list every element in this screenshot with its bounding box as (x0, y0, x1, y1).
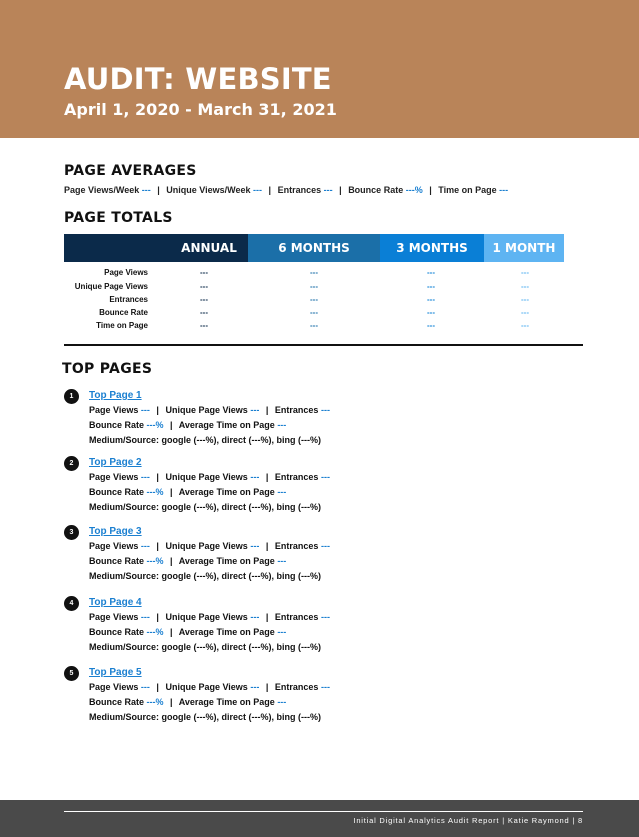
medium-source-value: google (---%), direct (---%), bing (---%) (161, 502, 321, 512)
separator: | (156, 541, 159, 551)
table-cell: --- (427, 308, 435, 317)
column-header-3-months: 3 MONTHS (380, 234, 484, 262)
table-cell: --- (521, 295, 529, 304)
page-bounce-line (89, 487, 286, 497)
avg-time-value: --- (277, 556, 287, 566)
medium-source-label: Medium/Source: (89, 571, 160, 581)
bounce-rate-label: Bounce Rate (89, 487, 145, 497)
avg-label-time-on-page: Time on Page (438, 185, 497, 195)
page-bounce-line (89, 697, 286, 707)
page-number-badge: 3 (64, 525, 79, 540)
entrances-value: --- (320, 682, 330, 692)
page-averages-title: PAGE AVERAGES (64, 163, 197, 179)
table-cell: --- (521, 321, 529, 330)
table-cell: --- (310, 268, 318, 277)
entrances-label: Entrances (274, 541, 319, 551)
separator: | (156, 405, 159, 415)
unique-page-views-value: --- (250, 682, 260, 692)
page-bounce-line (89, 420, 286, 430)
bounce-rate-label: Bounce Rate (89, 627, 145, 637)
top-page-link[interactable]: Top Page 3 (89, 526, 142, 537)
avg-label-page-views: Page Views/Week (64, 185, 140, 195)
table-cell: --- (427, 268, 435, 277)
table-cell: --- (200, 295, 208, 304)
page-source-line (89, 435, 321, 445)
table-cell: --- (200, 282, 208, 291)
table-cell: --- (427, 321, 435, 330)
page-source-line (89, 502, 321, 512)
table-cell: --- (310, 308, 318, 317)
top-page-item (64, 595, 484, 655)
top-page-link[interactable]: Top Page 2 (89, 457, 142, 468)
table-cell: --- (200, 268, 208, 277)
avg-value-time-on-page: --- (499, 185, 509, 195)
medium-source-label: Medium/Source: (89, 712, 160, 722)
row-label: Unique Page Views (74, 282, 148, 291)
separator: | (268, 185, 272, 195)
unique-page-views-value: --- (250, 472, 260, 482)
separator: | (156, 612, 159, 622)
avg-value-unique-views: --- (253, 185, 263, 195)
page-bounce-line (89, 556, 286, 566)
separator: | (265, 612, 269, 622)
unique-page-views-label: Unique Page Views (165, 612, 248, 622)
unique-page-views-value: --- (250, 405, 260, 415)
avg-time-label: Average Time on Page (178, 420, 275, 430)
separator: | (170, 697, 173, 707)
table-cell: --- (427, 282, 435, 291)
page-views-value: --- (140, 541, 150, 551)
medium-source-value: google (---%), direct (---%), bing (---%) (161, 712, 321, 722)
footer-divider (64, 811, 583, 812)
entrances-value: --- (320, 612, 330, 622)
entrances-label: Entrances (274, 682, 319, 692)
bounce-rate-value: ---% (146, 487, 164, 497)
page-totals-title: PAGE TOTALS (64, 210, 173, 226)
page-stats-line (89, 541, 330, 551)
table-cell: --- (310, 321, 318, 330)
avg-value-page-views: --- (141, 185, 151, 195)
column-header-annual: ANNUAL (170, 234, 248, 262)
entrances-label: Entrances (274, 405, 319, 415)
page-views-value: --- (140, 472, 150, 482)
row-label: Entrances (109, 295, 148, 304)
entrances-value: --- (320, 472, 330, 482)
table-cell: --- (200, 308, 208, 317)
separator: | (156, 682, 159, 692)
row-label: Time on Page (96, 321, 148, 330)
avg-time-label: Average Time on Page (178, 697, 275, 707)
top-page-item (64, 388, 484, 448)
top-pages-title: TOP PAGES (62, 361, 153, 377)
bounce-rate-value: ---% (146, 697, 164, 707)
table-cell: --- (200, 321, 208, 330)
separator: | (170, 556, 173, 566)
page-number-badge: 1 (64, 389, 79, 404)
separator: | (265, 541, 269, 551)
separator: | (429, 185, 432, 195)
medium-source-label: Medium/Source: (89, 435, 160, 445)
top-page-link[interactable]: Top Page 5 (89, 667, 142, 678)
table-cell: --- (310, 282, 318, 291)
unique-page-views-label: Unique Page Views (165, 541, 248, 551)
page-bounce-line (89, 627, 286, 637)
page-title: AUDIT: WEBSITE (64, 62, 332, 96)
unique-page-views-value: --- (250, 541, 260, 551)
table-cell: --- (521, 282, 529, 291)
unique-page-views-value: --- (250, 612, 260, 622)
bounce-rate-value: ---% (146, 420, 164, 430)
separator: | (157, 185, 160, 195)
unique-page-views-label: Unique Page Views (165, 405, 248, 415)
page-views-value: --- (140, 405, 150, 415)
page-averages-line (64, 185, 508, 195)
date-range: April 1, 2020 - March 31, 2021 (64, 100, 337, 119)
page-source-line (89, 571, 321, 581)
entrances-value: --- (320, 405, 330, 415)
medium-source-value: google (---%), direct (---%), bing (---%) (161, 571, 321, 581)
page-views-label: Page Views (89, 612, 139, 622)
page-stats-line (89, 405, 330, 415)
top-page-item (64, 455, 484, 515)
separator: | (265, 472, 269, 482)
page-source-line (89, 712, 321, 722)
entrances-label: Entrances (274, 472, 319, 482)
page-stats-line (89, 472, 330, 482)
bounce-rate-label: Bounce Rate (89, 697, 145, 707)
bounce-rate-value: ---% (146, 556, 164, 566)
medium-source-label: Medium/Source: (89, 642, 160, 652)
unique-page-views-label: Unique Page Views (165, 472, 248, 482)
avg-label-bounce-rate: Bounce Rate (348, 185, 404, 195)
column-header-1-month: 1 MONTH (484, 234, 564, 262)
page-views-value: --- (140, 612, 150, 622)
top-page-link[interactable]: Top Page 4 (89, 597, 142, 608)
avg-time-value: --- (277, 697, 287, 707)
separator: | (265, 405, 269, 415)
table-cell: --- (310, 295, 318, 304)
avg-time-value: --- (277, 627, 287, 637)
page-stats-line (89, 682, 330, 692)
avg-label-unique-views: Unique Views/Week (166, 185, 251, 195)
entrances-label: Entrances (274, 612, 319, 622)
entrances-value: --- (320, 541, 330, 551)
separator: | (170, 487, 173, 497)
page-views-label: Page Views (89, 405, 139, 415)
footer-bar (0, 800, 639, 837)
unique-page-views-label: Unique Page Views (165, 682, 248, 692)
separator: | (156, 472, 159, 482)
separator: | (265, 682, 269, 692)
table-cell: --- (521, 268, 529, 277)
top-page-item (64, 665, 484, 725)
avg-value-bounce-rate: ---% (405, 185, 423, 195)
page-number-badge: 2 (64, 456, 79, 471)
page-views-label: Page Views (89, 541, 139, 551)
header-banner (0, 0, 639, 138)
top-page-item (64, 524, 484, 584)
column-header-6-months: 6 MONTHS (248, 234, 380, 262)
separator: | (170, 627, 173, 637)
avg-time-label: Average Time on Page (178, 487, 275, 497)
page-views-label: Page Views (89, 682, 139, 692)
section-divider (64, 344, 583, 346)
page-views-label: Page Views (89, 472, 139, 482)
medium-source-label: Medium/Source: (89, 502, 160, 512)
page-views-value: --- (140, 682, 150, 692)
bounce-rate-label: Bounce Rate (89, 420, 145, 430)
row-label: Page Views (104, 268, 148, 277)
medium-source-value: google (---%), direct (---%), bing (---%) (161, 642, 321, 652)
page-number-badge: 4 (64, 596, 79, 611)
row-label: Bounce Rate (99, 308, 148, 317)
bounce-rate-value: ---% (146, 627, 164, 637)
header-blank-cell (64, 234, 170, 262)
avg-time-label: Average Time on Page (178, 627, 275, 637)
avg-time-value: --- (277, 487, 287, 497)
avg-label-entrances: Entrances (277, 185, 322, 195)
avg-time-label: Average Time on Page (178, 556, 275, 566)
bounce-rate-label: Bounce Rate (89, 556, 145, 566)
separator: | (339, 185, 342, 195)
footer-text: Initial Digital Analytics Audit Report | Katie Raymond | 8 (353, 816, 583, 825)
top-page-link[interactable]: Top Page 1 (89, 390, 142, 401)
separator: | (170, 420, 173, 430)
page-stats-line (89, 612, 330, 622)
table-cell: --- (521, 308, 529, 317)
medium-source-value: google (---%), direct (---%), bing (---%) (161, 435, 321, 445)
table-cell: --- (427, 295, 435, 304)
avg-time-value: --- (277, 420, 287, 430)
page-number-badge: 5 (64, 666, 79, 681)
page-source-line (89, 642, 321, 652)
avg-value-entrances: --- (323, 185, 333, 195)
